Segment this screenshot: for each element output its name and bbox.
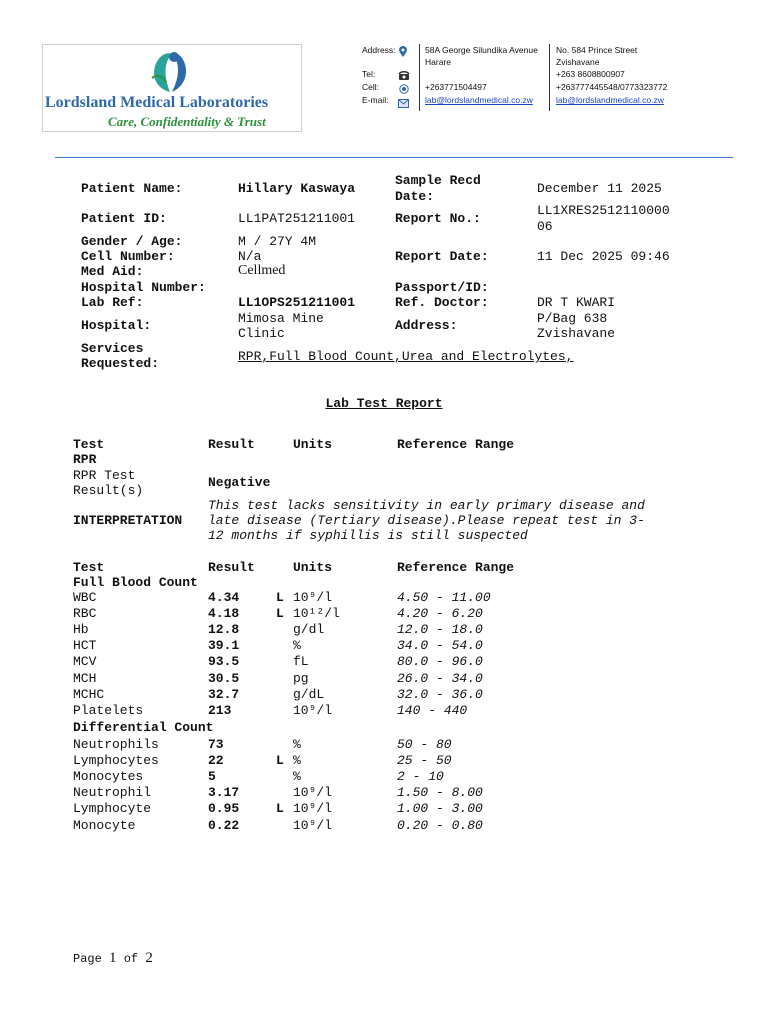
- diff-units: 10⁹/l: [293, 817, 333, 833]
- contact-label-cell: Cell:: [362, 82, 380, 92]
- col-range-header: Reference Range: [397, 437, 515, 452]
- fbc-test: Hb: [73, 622, 89, 638]
- cell-number-label: Cell Number:: [81, 249, 175, 264]
- lab-name: Lordsland Medical Laboratories: [45, 94, 269, 111]
- contact-label-tel: Tel:: [362, 69, 376, 79]
- diff-range: 0.20 - 0.80: [397, 817, 483, 833]
- fbc-range: 4.20 - 6.20: [397, 606, 483, 622]
- branch1-address-line1: 58A George Silundika Avenue: [425, 45, 538, 55]
- col-result-header: Result: [208, 437, 255, 452]
- header-divider: [55, 157, 733, 158]
- page-word: Page: [73, 952, 102, 966]
- services-label-2: Requested:: [81, 356, 160, 371]
- sample-recd-date: December 11 2025: [537, 181, 662, 196]
- lab-logo-icon: [148, 48, 192, 99]
- diff-range: 25 - 50: [397, 753, 452, 769]
- address-line1: P/Bag 638: [537, 311, 608, 326]
- services-label-1: Services: [81, 341, 144, 356]
- diff-units: 10⁹/l: [293, 785, 333, 801]
- fbc-range: 32.0 - 36.0: [397, 686, 483, 702]
- interpretation-line2: late disease (Tertiary disease).Please repeat test in 3-: [208, 513, 645, 528]
- fbc-units: 10⁹/l: [293, 702, 333, 718]
- fbc-units: fL: [293, 654, 309, 670]
- fbc-units: %: [293, 638, 301, 654]
- report-no-line1: LL1XRES2512110000: [537, 203, 670, 218]
- contact-label-address: Address:: [362, 45, 396, 55]
- patient-name: Hillary Kaswaya: [238, 181, 356, 196]
- cell-number: N/a: [238, 249, 262, 264]
- patient-id: LL1PAT251211001: [238, 211, 356, 226]
- gender-age: M / 27Y 4M: [238, 234, 317, 249]
- branch2-cell: +263777445548/0773323772: [556, 82, 668, 92]
- branch1-address-line2: Harare: [425, 57, 451, 67]
- branch2-address-line1: No. 584 Prince Street: [556, 45, 638, 55]
- med-aid-label: Med Aid:: [81, 264, 144, 279]
- patient-id-label: Patient ID:: [81, 211, 167, 226]
- diff-test: Lymphocytes: [73, 753, 159, 769]
- diff-result: 0.95: [208, 801, 240, 817]
- diff-result: 73: [208, 737, 224, 752]
- diff-test: Lymphocyte: [73, 801, 152, 817]
- fbc-result: 30.5: [208, 670, 240, 686]
- diff-test: Monocyte: [73, 817, 136, 833]
- contact-label-email: E-mail:: [362, 95, 389, 105]
- interpretation-label: INTERPRETATION: [73, 513, 183, 528]
- fbc-units: g/dl: [293, 622, 325, 638]
- contact-divider-2: [549, 44, 550, 111]
- hospital-line1: Mimosa Mine: [238, 311, 324, 326]
- fbc-units: pg: [293, 670, 309, 686]
- report-date: 11 Dec 2025 09:46: [537, 249, 670, 264]
- diff-range: 50 - 80: [397, 737, 452, 752]
- page-footer: [73, 950, 153, 967]
- diff-units: %: [293, 753, 301, 769]
- ref-doctor: DR T KWARI: [537, 295, 616, 310]
- page-number: 1: [109, 950, 117, 966]
- sample-recd-label-1: Sample Recd: [395, 173, 481, 188]
- fbc-result: 32.7: [208, 686, 240, 702]
- fbc-units: 10⁹/l: [293, 590, 333, 605]
- hospital-label: Hospital:: [81, 318, 152, 333]
- address-line2: Zvishavane: [537, 326, 616, 341]
- gender-age-label: Gender / Age:: [81, 234, 183, 249]
- fbc-test: RBC: [73, 606, 97, 622]
- fbc-flag: L: [276, 590, 284, 605]
- fbc-col-units-header: Units: [293, 560, 333, 575]
- rpr-result: Negative: [208, 475, 271, 490]
- fbc-test: MCHC: [73, 686, 105, 702]
- hospital-number-label: Hospital Number:: [81, 280, 206, 295]
- contact-divider-1: [419, 44, 420, 111]
- fbc-result: 213: [208, 702, 232, 718]
- sample-recd-label-2: Date:: [395, 189, 435, 204]
- fbc-result: 4.34: [208, 590, 240, 605]
- fbc-section-title: Full Blood Count: [73, 575, 198, 590]
- passport-label: Passport/ID:: [395, 280, 489, 295]
- branch2-email-link[interactable]: lab@lordslandmedical.co.zw: [556, 95, 664, 105]
- diff-range: 1.50 - 8.00: [397, 785, 483, 801]
- fbc-range: 26.0 - 34.0: [397, 670, 483, 686]
- diff-flag: L: [276, 753, 284, 769]
- fbc-col-result-header: Result: [208, 560, 255, 575]
- diff-test: Monocytes: [73, 769, 144, 785]
- ref-doctor-label: Ref. Doctor:: [395, 295, 489, 310]
- hospital-line2: Clinic: [238, 326, 285, 341]
- branch2-tel: +263 8608800907: [556, 69, 625, 79]
- col-units-header: Units: [293, 437, 333, 452]
- fbc-flag: L: [276, 606, 284, 622]
- fbc-test: WBC: [73, 590, 97, 605]
- patient-name-label: Patient Name:: [81, 181, 183, 196]
- diff-test: Neutrophils: [73, 737, 159, 752]
- diff-units: 10⁹/l: [293, 801, 333, 817]
- fbc-test: MCV: [73, 654, 97, 670]
- diff-result: 3.17: [208, 785, 240, 801]
- fbc-units: 10¹²/l: [293, 606, 340, 622]
- fbc-range: 4.50 - 11.00: [397, 590, 491, 605]
- fbc-test: MCH: [73, 670, 97, 686]
- fbc-result: 12.8: [208, 622, 240, 638]
- fbc-range: 80.0 - 96.0: [397, 654, 483, 670]
- interpretation-line3: 12 months if syphillis is still suspected: [208, 528, 528, 543]
- diff-result: 0.22: [208, 817, 240, 833]
- address-label: Address:: [395, 318, 458, 333]
- branch1-email-link[interactable]: lab@lordslandmedical.co.zw: [425, 95, 533, 105]
- diff-test: Neutrophil: [73, 785, 152, 801]
- fbc-range: 34.0 - 54.0: [397, 638, 483, 654]
- services-requested: RPR,Full Blood Count,Urea and Electrolytes,: [238, 349, 574, 364]
- fbc-range: 140 - 440: [397, 702, 468, 718]
- fbc-col-range-header: Reference Range: [397, 560, 515, 575]
- diff-units: %: [293, 737, 301, 752]
- lab-tagline: Care, Confidentiality & Trust: [108, 114, 266, 129]
- rpr-test-line1: RPR Test: [73, 468, 136, 483]
- fbc-test: HCT: [73, 638, 97, 654]
- lab-ref-label: Lab Ref:: [81, 295, 144, 310]
- col-test-header: Test: [73, 437, 105, 452]
- diff-result: 5: [208, 769, 216, 785]
- diff-range: 2 - 10: [397, 769, 444, 785]
- branch2-address-line2: Zvishavane: [556, 57, 600, 67]
- fbc-units: g/dL: [293, 686, 325, 702]
- fbc-result: 39.1: [208, 638, 240, 654]
- branch1-cell: +263771504497: [425, 82, 487, 92]
- diff-section-title: Differential Count: [73, 720, 214, 735]
- fbc-range: 12.0 - 18.0: [397, 622, 483, 638]
- diff-result: 22: [208, 753, 224, 769]
- diff-units: %: [293, 769, 301, 785]
- diff-range: 1.00 - 3.00: [397, 801, 483, 817]
- report-no-label: Report No.:: [395, 211, 481, 226]
- diff-flag: L: [276, 801, 284, 817]
- lab-ref: LL1OPS251211001: [238, 295, 356, 310]
- fbc-col-test-header: Test: [73, 560, 105, 575]
- report-title: Lab Test Report: [325, 396, 443, 411]
- interpretation-line1: This test lacks sensitivity in early primary disease and: [208, 498, 645, 513]
- report-no-line2: 06: [537, 219, 553, 234]
- email-icon: [398, 95, 409, 113]
- med-aid: Cellmed: [238, 263, 286, 278]
- report-date-label: Report Date:: [395, 249, 489, 264]
- rpr-section-title: RPR: [73, 452, 97, 467]
- page-total: 2: [145, 950, 153, 966]
- of-word: of: [123, 952, 139, 966]
- fbc-result: 93.5: [208, 654, 240, 670]
- fbc-test: Platelets: [73, 702, 144, 718]
- location-pin-icon: [398, 45, 408, 63]
- fbc-result: 4.18: [208, 606, 240, 622]
- rpr-test-line2: Result(s): [73, 483, 144, 498]
